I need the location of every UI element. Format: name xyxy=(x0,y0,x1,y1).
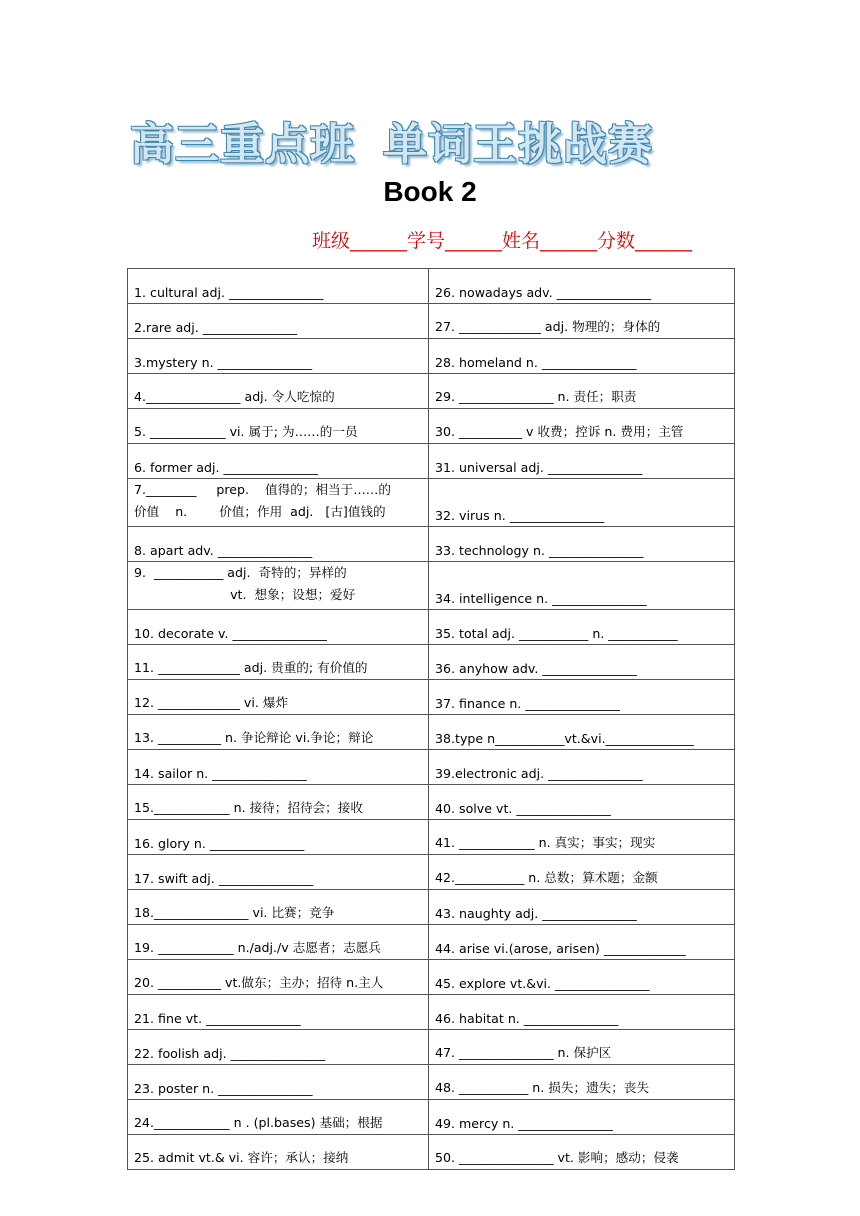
table-row xyxy=(128,479,735,527)
vocab-cell-left: 9. ___________ adj. 奇特的；异样的 vt. 想象；设想；爱好 xyxy=(128,562,429,610)
table-row xyxy=(128,1030,735,1065)
vocab-cell-left: 1. cultural adj. _______________ xyxy=(128,269,429,304)
vocab-cell-left: 22. foolish adj. _______________ xyxy=(128,1030,429,1065)
table-row xyxy=(128,715,735,750)
table-row xyxy=(128,409,735,444)
vocab-cell-left: 20. __________ vt.做东；主办；招待 n.主人 xyxy=(128,960,429,995)
vocab-cell-left: 21. fine vt. _______________ xyxy=(128,995,429,1030)
vocab-cell-right: 49. mercy n. _______________ xyxy=(429,1100,735,1135)
student-info-line: 班级______学号______姓名______分数______ xyxy=(312,230,693,252)
vocab-cell-left: 23. poster n. _______________ xyxy=(128,1065,429,1100)
table-row xyxy=(128,374,735,409)
vocab-cell-right: 37. finance n. _______________ xyxy=(429,680,735,715)
table-row xyxy=(128,680,735,715)
table-row xyxy=(128,1065,735,1100)
table-row xyxy=(128,339,735,374)
table-row xyxy=(128,1135,735,1170)
vocab-cell-right: 42.___________ n. 总数；算术题；金额 xyxy=(429,855,735,890)
table-row xyxy=(128,444,735,479)
vocab-cell-right: 36. anyhow adv. _______________ xyxy=(429,645,735,680)
vocab-cell-left: 5. ____________ vi. 属于; 为……的一员 xyxy=(128,409,429,444)
vocab-cell-left: 24.____________ n . (pl.bases) 基础；根据 xyxy=(128,1100,429,1135)
table-row xyxy=(128,304,735,339)
vocab-cell-right: 29. _______________ n. 责任；职责 xyxy=(429,374,735,409)
title-banner xyxy=(130,108,740,168)
vocab-cell-right: 27. _____________ adj. 物理的；身体的 xyxy=(429,304,735,339)
vocab-cell-left: 14. sailor n. _______________ xyxy=(128,750,429,785)
vocab-cell-left: 2.rare adj. _______________ xyxy=(128,304,429,339)
vocab-cell-right: 34. intelligence n. _______________ xyxy=(429,562,735,610)
vocab-cell-left: 12. _____________ vi. 爆炸 xyxy=(128,680,429,715)
table-row xyxy=(128,960,735,995)
vocab-cell-right: 47. _______________ n. 保护区 xyxy=(429,1030,735,1065)
vocab-cell-right: 28. homeland n. _______________ xyxy=(429,339,735,374)
vocab-cell-left: 16. glory n. _______________ xyxy=(128,820,429,855)
vocab-cell-right: 31. universal adj. _______________ xyxy=(429,444,735,479)
vocab-cell-right: 40. solve vt. _______________ xyxy=(429,785,735,820)
vocab-cell-right: 46. habitat n. _______________ xyxy=(429,995,735,1030)
vocab-cell-right: 32. virus n. _______________ xyxy=(429,479,735,527)
vocab-cell-left: 8. apart adv. _______________ xyxy=(128,527,429,562)
vocab-cell-right: 39.electronic adj. _______________ xyxy=(429,750,735,785)
table-row xyxy=(128,855,735,890)
vocab-cell-right: 41. ____________ n. 真实；事实；现实 xyxy=(429,820,735,855)
table-row xyxy=(128,562,735,610)
table-row xyxy=(128,820,735,855)
vocab-cell-left: 15.____________ n. 接待；招待会；接收 xyxy=(128,785,429,820)
vocab-cell-left: 11. _____________ adj. 贵重的; 有价值的 xyxy=(128,645,429,680)
vocab-cell-right: 45. explore vt.&vi. _______________ xyxy=(429,960,735,995)
vocab-cell-left: 7.________ prep. 值得的；相当于……的 价值 n. 价值；作用 adj. [古]值钱的 xyxy=(128,479,429,527)
vocab-cell-right: 50. _______________ vt. 影响；感动；侵袭 xyxy=(429,1135,735,1170)
vocab-cell-left: 17. swift adj. _______________ xyxy=(128,855,429,890)
vocab-cell-left: 19. ____________ n./adj./v 志愿者；志愿兵 xyxy=(128,925,429,960)
vocab-cell-left: 25. admit vt.& vi. 容许；承认；接纳 xyxy=(128,1135,429,1170)
vocab-cell-left: 18._______________ vi. 比赛；竞争 xyxy=(128,890,429,925)
vocab-cell-right: 44. arise vi.(arose, arisen) _____________ xyxy=(429,925,735,960)
table-row xyxy=(128,645,735,680)
vocab-cell-left: 4._______________ adj. 令人吃惊的 xyxy=(128,374,429,409)
vocab-cell-right: 30. __________ v 收费；控诉 n. 费用；主管 xyxy=(429,409,735,444)
vocab-cell-right: 35. total adj. ___________ n. ___________ xyxy=(429,610,735,645)
table-row xyxy=(128,750,735,785)
vocab-cell-right: 33. technology n. _______________ xyxy=(429,527,735,562)
table-row xyxy=(128,1100,735,1135)
vocabulary-table xyxy=(127,268,735,1170)
table-row xyxy=(128,269,735,304)
vocab-cell-right: 38.type n___________vt.&vi.______________ xyxy=(429,715,735,750)
vocab-cell-right: 26. nowadays adv. _______________ xyxy=(429,269,735,304)
table-row xyxy=(128,527,735,562)
vocab-cell-left: 6. former adj. _______________ xyxy=(128,444,429,479)
table-row xyxy=(128,925,735,960)
table-row xyxy=(128,785,735,820)
banner-part-1: 高三重点班 xyxy=(130,119,355,170)
banner-part-2: 单词王挑战赛 xyxy=(383,119,653,170)
vocab-cell-right: 48. ___________ n. 损失；遗失；丧失 xyxy=(429,1065,735,1100)
vocab-cell-left: 3.mystery n. _______________ xyxy=(128,339,429,374)
vocab-cell-right: 43. naughty adj. _______________ xyxy=(429,890,735,925)
table-row xyxy=(128,610,735,645)
table-row xyxy=(128,890,735,925)
book-heading: Book 2 xyxy=(383,176,477,207)
vocab-cell-left: 13. __________ n. 争论辩论 vi.争论；辩论 xyxy=(128,715,429,750)
table-row xyxy=(128,995,735,1030)
vocab-cell-left: 10. decorate v. _______________ xyxy=(128,610,429,645)
